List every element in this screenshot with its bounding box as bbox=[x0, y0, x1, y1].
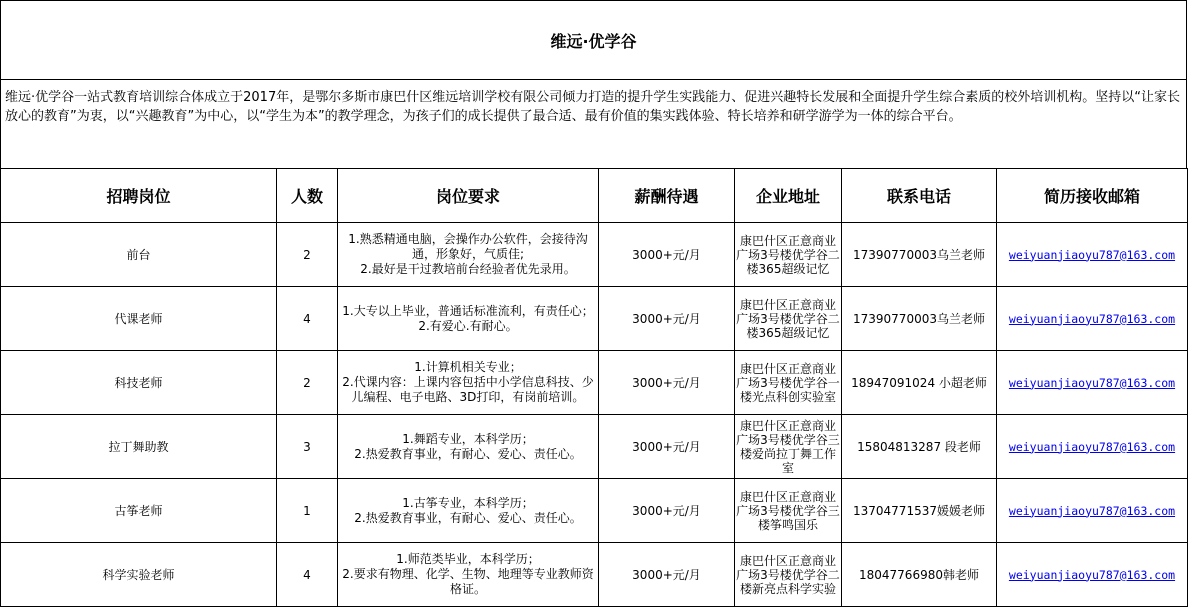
requirement-line: 1.计算机相关专业； bbox=[414, 360, 522, 374]
requirement-line: 2.最好是干过教培前台经验者优先录用。 bbox=[360, 262, 576, 276]
email-link[interactable]: weiyuanjiaoyu787@163.com bbox=[1008, 567, 1176, 582]
phone-cell: 18047766980韩老师 bbox=[842, 543, 997, 607]
position-cell: 科技老师 bbox=[1, 351, 277, 415]
requirement-line: 1.舞蹈专业，本科学历； bbox=[402, 431, 534, 446]
requirement-line: 1.师范类毕业，本科学历； bbox=[396, 552, 540, 566]
salary-cell: 3000+元/月 bbox=[599, 543, 735, 607]
address-cell: 康巴什区正意商业广场3号楼优学谷二楼365超级记忆 bbox=[735, 223, 842, 287]
requirement-line: 2.有爱心.有耐心。 bbox=[418, 318, 518, 333]
salary-cell: 3000+元/月 bbox=[599, 415, 735, 479]
phone-cell: 17390770003乌兰老师 bbox=[842, 223, 997, 287]
requirement-line: 1.熟悉精通电脑，会操作办公软件，会接待沟通，形象好，气质佳; bbox=[348, 232, 588, 261]
requirements-cell bbox=[338, 287, 599, 351]
phone-cell: 13704771537媛媛老师 bbox=[842, 479, 997, 543]
table-row bbox=[1, 223, 1188, 287]
requirements-cell bbox=[338, 543, 599, 607]
table-row bbox=[1, 351, 1188, 415]
position-cell: 古筝老师 bbox=[1, 479, 277, 543]
header-position: 招聘岗位 bbox=[1, 169, 277, 223]
page-title: 维远·优学谷 bbox=[0, 0, 1187, 80]
position-cell: 代课老师 bbox=[1, 287, 277, 351]
salary-cell: 3000+元/月 bbox=[599, 479, 735, 543]
requirements-cell bbox=[338, 415, 599, 479]
phone-cell: 18947091024 小超老师 bbox=[842, 351, 997, 415]
email-cell bbox=[997, 543, 1188, 607]
address-cell: 康巴什区正意商业广场3号楼优学谷三楼爱尚拉丁舞工作室 bbox=[735, 415, 842, 479]
intro-paragraph: 维远·优学谷一站式教育培训综合体成立于2017年，是鄂尔多斯市康巴什区维远培训学校有限公司倾力打造的提升学生实践能力、促进兴趣特长发展和全面提升学生综合素质的校外培训机构。坚持以“让家长放心的教育”为衷，以“兴趣教育”为中心，以“学生为本”的教学理念，为孩子们的成长提供了最合适、最有价值的集实践体验、特长培养和研学游学为一体的综合平台。 bbox=[0, 79, 1187, 169]
email-cell bbox=[997, 415, 1188, 479]
phone-cell: 17390770003乌兰老师 bbox=[842, 287, 997, 351]
address-cell: 康巴什区正意商业广场3号楼优学谷二楼365超级记忆 bbox=[735, 287, 842, 351]
phone-cell: 15804813287 段老师 bbox=[842, 415, 997, 479]
count-cell: 3 bbox=[277, 415, 338, 479]
position-cell: 前台 bbox=[1, 223, 277, 287]
salary-cell: 3000+元/月 bbox=[599, 287, 735, 351]
address-cell: 康巴什区正意商业广场3号楼优学谷一楼光点科创实验室 bbox=[735, 351, 842, 415]
requirement-line: 2.要求有物理、化学、生物、地理等专业教师资格证。 bbox=[342, 567, 594, 596]
count-cell: 2 bbox=[277, 223, 338, 287]
salary-cell: 3000+元/月 bbox=[599, 223, 735, 287]
table-row bbox=[1, 543, 1188, 607]
count-cell: 2 bbox=[277, 351, 338, 415]
header-phone: 联系电话 bbox=[842, 169, 997, 223]
requirement-line: 2.热爱教育事业，有耐心、爱心、责任心。 bbox=[354, 446, 582, 461]
email-link[interactable]: weiyuanjiaoyu787@163.com bbox=[1008, 439, 1176, 454]
count-cell: 4 bbox=[277, 287, 338, 351]
recruitment-table bbox=[0, 168, 1188, 607]
email-cell bbox=[997, 287, 1188, 351]
requirements-cell bbox=[338, 479, 599, 543]
requirement-line: 2.代课内容：上课内容包括中小学信息科技、少儿编程、电子电路、3D打印，有岗前培训。 bbox=[342, 375, 594, 404]
header-requirements: 岗位要求 bbox=[338, 169, 599, 223]
email-cell bbox=[997, 351, 1188, 415]
table-row bbox=[1, 415, 1188, 479]
count-cell: 1 bbox=[277, 479, 338, 543]
requirements-cell bbox=[338, 351, 599, 415]
position-cell: 拉丁舞助教 bbox=[1, 415, 277, 479]
count-cell: 4 bbox=[277, 543, 338, 607]
salary-cell: 3000+元/月 bbox=[599, 351, 735, 415]
table-row bbox=[1, 479, 1188, 543]
email-link[interactable]: weiyuanjiaoyu787@163.com bbox=[1008, 247, 1176, 262]
email-link[interactable]: weiyuanjiaoyu787@163.com bbox=[1008, 503, 1176, 518]
email-link[interactable]: weiyuanjiaoyu787@163.com bbox=[1008, 375, 1176, 390]
email-cell bbox=[997, 223, 1188, 287]
header-count: 人数 bbox=[277, 169, 338, 223]
header-row bbox=[1, 169, 1188, 223]
requirement-line: 1.古筝专业，本科学历； bbox=[402, 495, 534, 510]
position-cell: 科学实验老师 bbox=[1, 543, 277, 607]
header-salary: 薪酬待遇 bbox=[599, 169, 735, 223]
header-address: 企业地址 bbox=[735, 169, 842, 223]
requirement-line: 1.大专以上毕业，普通话标准流利，有责任心； bbox=[342, 303, 594, 318]
requirement-line: 2.热爱教育事业，有耐心、爱心、责任心。 bbox=[354, 510, 582, 525]
table-row bbox=[1, 287, 1188, 351]
address-cell: 康巴什区正意商业广场3号楼优学谷三楼筝鸣国乐 bbox=[735, 479, 842, 543]
header-email: 简历接收邮箱 bbox=[997, 169, 1188, 223]
email-link[interactable]: weiyuanjiaoyu787@163.com bbox=[1008, 311, 1176, 326]
address-cell: 康巴什区正意商业广场3号楼优学谷二楼新亮点科学实验 bbox=[735, 543, 842, 607]
requirements-cell bbox=[338, 223, 599, 287]
email-cell bbox=[997, 479, 1188, 543]
